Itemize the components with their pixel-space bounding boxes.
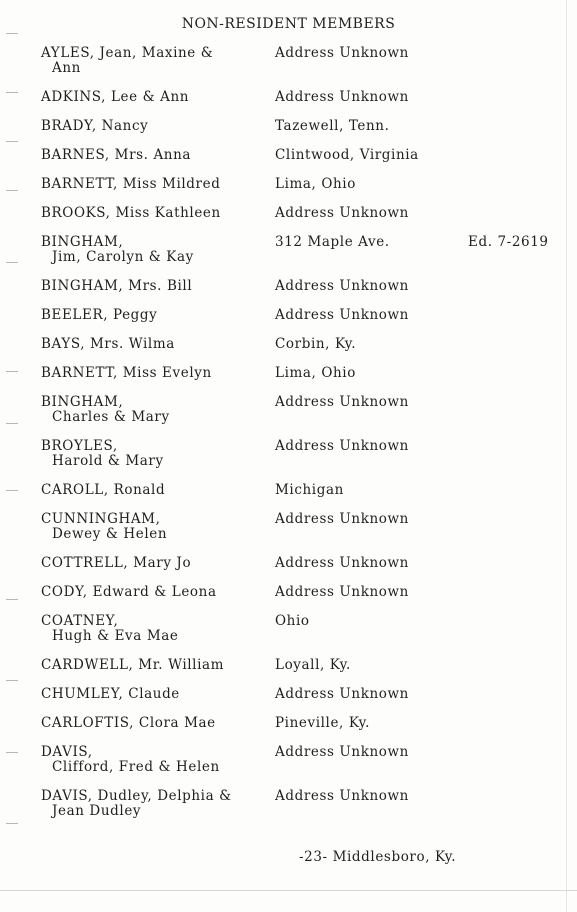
member-address: 312 Maple Ave. — [275, 234, 390, 250]
member-name — [41, 395, 266, 425]
member-name-line1: BAYS, Mrs. Wilma — [41, 336, 175, 352]
member-name — [41, 46, 266, 76]
member-name — [41, 148, 266, 163]
member-name-line1: BARNETT, Miss Evelyn — [41, 365, 212, 381]
member-address: Loyall, Ky. — [275, 657, 351, 673]
margin-tick — [6, 371, 18, 372]
member-address: Corbin, Ky. — [275, 336, 357, 352]
member-name — [41, 789, 266, 819]
member-address: Clintwood, Virginia — [275, 147, 419, 163]
member-address: Address Unknown — [275, 205, 409, 221]
member-name — [41, 556, 266, 571]
bottom-rule — [0, 890, 577, 891]
margin-tick — [6, 92, 18, 93]
member-address: Address Unknown — [275, 511, 409, 527]
member-name — [41, 235, 266, 265]
member-name — [41, 177, 266, 192]
member-name — [41, 337, 266, 352]
member-address: Lima, Ohio — [275, 176, 356, 192]
member-name — [41, 279, 266, 294]
margin-tick — [6, 262, 18, 263]
member-address: Address Unknown — [275, 307, 409, 323]
member-name — [41, 512, 266, 542]
member-name-line1: BEELER, Peggy — [41, 307, 158, 323]
member-address: Pineville, Ky. — [275, 715, 370, 731]
member-address: Address Unknown — [275, 788, 409, 804]
member-address: Address Unknown — [275, 89, 409, 105]
member-name-line1: BINGHAM, Mrs. Bill — [41, 278, 193, 294]
member-name-line1: CODY, Edward & Leona — [41, 584, 217, 600]
member-name-line2: Hugh & Eva Mae — [52, 628, 179, 644]
member-address: Address Unknown — [275, 555, 409, 571]
member-name — [41, 206, 266, 221]
member-address: Lima, Ohio — [275, 365, 356, 381]
page-edge-line — [566, 0, 567, 912]
member-name-line2: Clifford, Fred & Helen — [52, 759, 220, 775]
member-name — [41, 658, 266, 673]
member-address: Michigan — [275, 482, 344, 498]
member-name-line1: AYLES, Jean, Maxine & — [41, 45, 214, 61]
page-footer: -23- Middlesboro, Ky. — [299, 849, 457, 865]
member-address: Address Unknown — [275, 744, 409, 760]
member-name-line1: BARNES, Mrs. Anna — [41, 147, 192, 163]
margin-tick — [6, 599, 18, 600]
member-name — [41, 614, 266, 644]
member-name — [41, 585, 266, 600]
margin-tick — [6, 680, 18, 681]
member-name-line1: CAROLL, Ronald — [41, 482, 166, 498]
member-name-line1: BINGHAM, — [41, 234, 124, 250]
member-name-line1: DAVIS, — [41, 744, 93, 760]
margin-tick — [6, 490, 18, 491]
member-name — [41, 745, 266, 775]
member-name-line1: COTTRELL, Mary Jo — [41, 555, 192, 571]
member-address: Ohio — [275, 613, 310, 629]
member-name-line1: CUNNINGHAM, — [41, 511, 161, 527]
member-address: Address Unknown — [275, 45, 409, 61]
member-name-line1: CHUMLEY, Claude — [41, 686, 180, 702]
margin-tick — [6, 141, 18, 142]
member-name-line2: Jim, Carolyn & Kay — [52, 249, 194, 265]
member-name-line1: CARLOFTIS, Clora Mae — [41, 715, 216, 731]
member-name-line1: BINGHAM, — [41, 394, 124, 410]
member-name-line2: Harold & Mary — [52, 453, 164, 469]
member-name — [41, 90, 266, 105]
margin-tick — [6, 33, 18, 34]
margin-tick — [6, 190, 18, 191]
member-name-line1: BROYLES, — [41, 438, 118, 454]
member-name-line2: Ann — [52, 60, 81, 76]
member-name — [41, 308, 266, 323]
member-name — [41, 483, 266, 498]
margin-tick — [6, 423, 18, 424]
member-name-line1: BARNETT, Miss Mildred — [41, 176, 221, 192]
margin-tick — [6, 752, 18, 753]
member-name — [41, 439, 266, 469]
member-name-line1: BRADY, Nancy — [41, 118, 149, 134]
member-name-line2: Charles & Mary — [52, 409, 170, 425]
member-phone: Ed. 7-2619 — [468, 234, 549, 250]
page-title: NON-RESIDENT MEMBERS — [181, 16, 396, 32]
member-address: Address Unknown — [275, 686, 409, 702]
member-name-line1: DAVIS, Dudley, Delphia & — [41, 788, 232, 804]
member-name-line1: ADKINS, Lee & Ann — [41, 89, 190, 105]
member-name-line1: COATNEY, — [41, 613, 119, 629]
member-address: Tazewell, Tenn. — [275, 118, 390, 134]
member-name — [41, 119, 266, 134]
member-address: Address Unknown — [275, 584, 409, 600]
margin-tick — [6, 823, 18, 824]
member-name — [41, 716, 266, 731]
member-name — [41, 687, 266, 702]
member-name-line2: Jean Dudley — [52, 803, 142, 819]
member-name — [41, 366, 266, 381]
member-address: Address Unknown — [275, 394, 409, 410]
member-address: Address Unknown — [275, 278, 409, 294]
member-address: Address Unknown — [275, 438, 409, 454]
member-name-line1: BROOKS, Miss Kathleen — [41, 205, 221, 221]
member-name-line1: CARDWELL, Mr. William — [41, 657, 225, 673]
member-name-line2: Dewey & Helen — [52, 526, 168, 542]
